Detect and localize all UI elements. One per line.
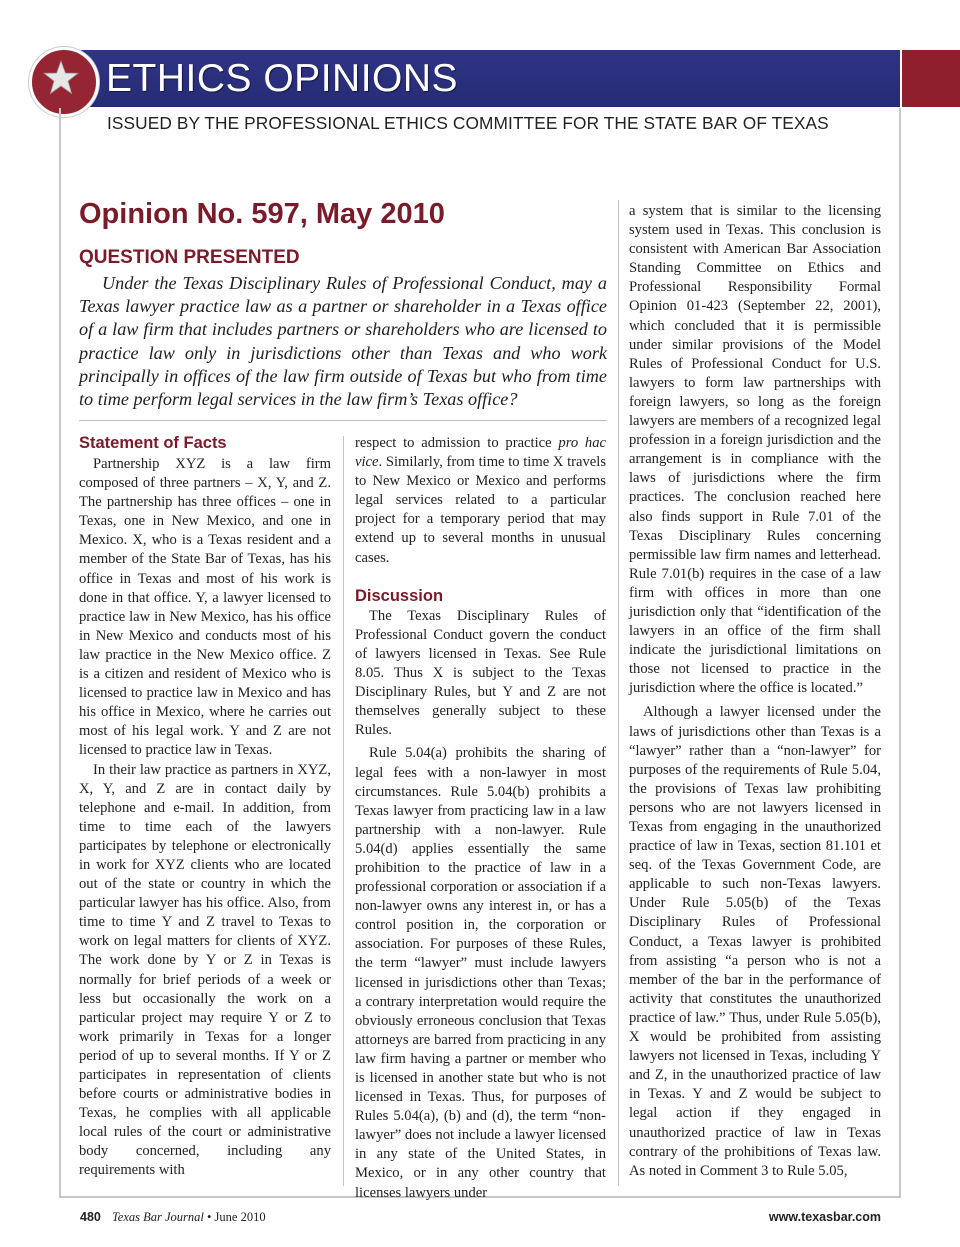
journal-name: Texas Bar Journal [111, 1210, 204, 1224]
discussion-paragraph: Rule 5.04(a) prohibits the sharing of legal fees with a non-lawyer in most circumstances. Rule 5.04(b) prohibits a Texas lawyer from practicing law in a law partnership with a non-lawyer. Rule 5.04(d) applies essentially the same prohibition to the practice of law in a professional corporation or association if a non-lawyer owns any interest in, or has a control position in, the corporation or association. For purposes of these Rules, the term “lawyer” must include lawyers licensed in jurisdictions other than Texas; a contrary interpretation would require the obviously erroneous conclusion that Texas attorneys are barred from practicing in any law firm having a partner or member who is licensed in another state but who is not licensed in Texas. Thus, for purposes of Rules 5.04(a), (b) and (d), the term “non-lawyer” does not include a lawyer licensed in any state of the United States, in Mexico, or in any other country that licenses lawyers under [355, 745, 606, 1201]
banner-subtitle: ISSUED BY THE PROFESSIONAL ETHICS COMMITTEE FOR THE STATE BAR OF TEXAS [107, 113, 829, 133]
discussion-paragraph: The Texas Disciplinary Rules of Professional Conduct govern the conduct of lawyers licensed in Texas. See Rule 8.05. Thus X is subject to the Texas Disciplinary Rules, but Y and Z are not themselves generally subject to these Rules. [355, 607, 606, 739]
column-3 [629, 202, 881, 1181]
statement-of-facts-heading: Statement of Facts [79, 434, 227, 452]
column-divider [618, 200, 619, 1186]
facts-continuation-text: respect to admission to practice [355, 435, 559, 451]
column-1 [79, 455, 331, 1181]
frame-border-left [59, 108, 61, 1198]
footer-separator: • [207, 1210, 212, 1224]
issue-date: June 2010 [214, 1210, 266, 1224]
pro-hac-vice-term: pro hac vice [355, 435, 606, 471]
facts-continuation-text: . Similarly, from time to time X travels to New Mexico or Mexico and performs legal services related to a particular project for a temporary period that may extend up to several months in unusual cases. [355, 454, 606, 566]
facts-paragraph: Partnership XYZ is a law firm composed of three partners – X, Y, and Z. The partnership has three offices – one in Texas, one in New Mexico, and one in Mexico. X, who is a Texas resident and a member of the State Bar of Texas, has his office in Texas and most of his work is done in that office. Y, a lawyer licensed to practice law in New Mexico, has his office in New Mexico and conducts most of his law practice in the New Mexico office. Z is a citizen and resident of Mexico who is licensed to practice law in Mexico and has his office in Mexico, where he carries out most of his legal work. Y and Z are not licensed to practice law in Texas. [79, 456, 331, 759]
section-divider [79, 420, 607, 421]
page-number: 480 [80, 1210, 101, 1224]
column-divider [343, 436, 344, 1186]
website-link[interactable]: www.texasbar.com [768, 1210, 881, 1224]
banner-red-block [902, 50, 960, 107]
frame-border-right [899, 108, 901, 1198]
discussion-paragraph: a system that is similar to the licensing system used in Texas. This conclusion is consistent with American Bar Association Standing Committee on Ethics and Professional Responsibility Formal Opinion 01-423 (September 22, 2001), which concluded that it is permissible under similar provisions of the Model Rules of Professional Conduct for U.S. lawyers to form law partnerships with foreign lawyers, so long as the foreign lawyers are members of a recognized legal profession in a foreign jurisdiction and the arrangement is in compliance with the laws of jurisdictions where the firm practices. The conclusion reached here also finds support in Rule 7.01 of the Texas Disciplinary Rules concerning permissible law firm names and letterhead. Rule 7.01(b) requires in the case of a law firm with offices in more than one jurisdiction only that “identification of the lawyers in an office of the firm shall indicate the jurisdictional limitations on those not licensed to practice in the jurisdiction where the office is located.” [629, 203, 881, 697]
page-footer-left [80, 1210, 266, 1225]
column-2 [355, 434, 606, 1203]
facts-continuation [355, 434, 606, 568]
discussion-paragraph: Although a lawyer licensed under the laws of jurisdictions other than Texas is a “lawyer” rather than a “non-lawyer” for purposes of the requirements of Rule 5.04, the provisions of Texas law prohibiting persons who are not lawyers licensed in Texas from engaging in the unauthorized practice of law in Texas, section 81.101 et seq. of the Texas Government Code, are applicable to such non-Texas lawyers. Under Rule 5.05(b) of the Texas Disciplinary Rules of Professional Conduct, a Texas lawyer is prohibited from assisting “a person who is not a member of the bar in the performance of activity that constitutes the unauthorized practice of law.” Thus, under Rule 5.05(b), X would be prohibited from assisting lawyers not licensed in Texas, including Y and Z, in the unauthorized practice of law in Texas. Y and Z would be subject to legal action if they engaged in unauthorized practice of law in Texas contrary of the prohibitions of Texas law. As noted in Comment 3 to Rule 5.05, [629, 704, 881, 1179]
discussion-heading: Discussion [355, 586, 444, 605]
question-presented-text: Under the Texas Disciplinary Rules of Professional Conduct, may a Texas lawyer practice law as a partner or shareholder in a Texas office of a law firm that includes partners or shareholders who are licensed to practice law only in jurisdictions other than Texas and who work principally in offices of the law firm outside of Texas but who from time to time perform legal services in the law firm’s Texas office? [79, 273, 607, 410]
banner-title: ETHICS OPINIONS [106, 57, 459, 100]
opinion-title: Opinion No. 597, May 2010 [79, 198, 445, 230]
question-presented-heading: QUESTION PRESENTED [79, 247, 300, 268]
star-seal-icon [29, 47, 99, 117]
facts-paragraph: In their law practice as partners in XYZ, X, Y, and Z are in contact daily by telephone and e-mail. In addition, from time to time each of the lawyers participates by telephone or electronically in work for XYZ clients who are located out of the state or country in which the particular lawyer has his office. Also, from time to time Y and Z travel to Texas to work on legal matters for clients of XYZ. The work done by Y or Z in Texas is normally for brief periods of a week or less but occasionally the work on a particular project may require Y or Z to work primarily in Texas for a longer period of up to several months. If Y or Z participates in representation of clients before courts or administrative bodies in Texas, he complies with all applicable local rules of the court or administrative body concerned, including any requirements with [79, 761, 331, 1179]
